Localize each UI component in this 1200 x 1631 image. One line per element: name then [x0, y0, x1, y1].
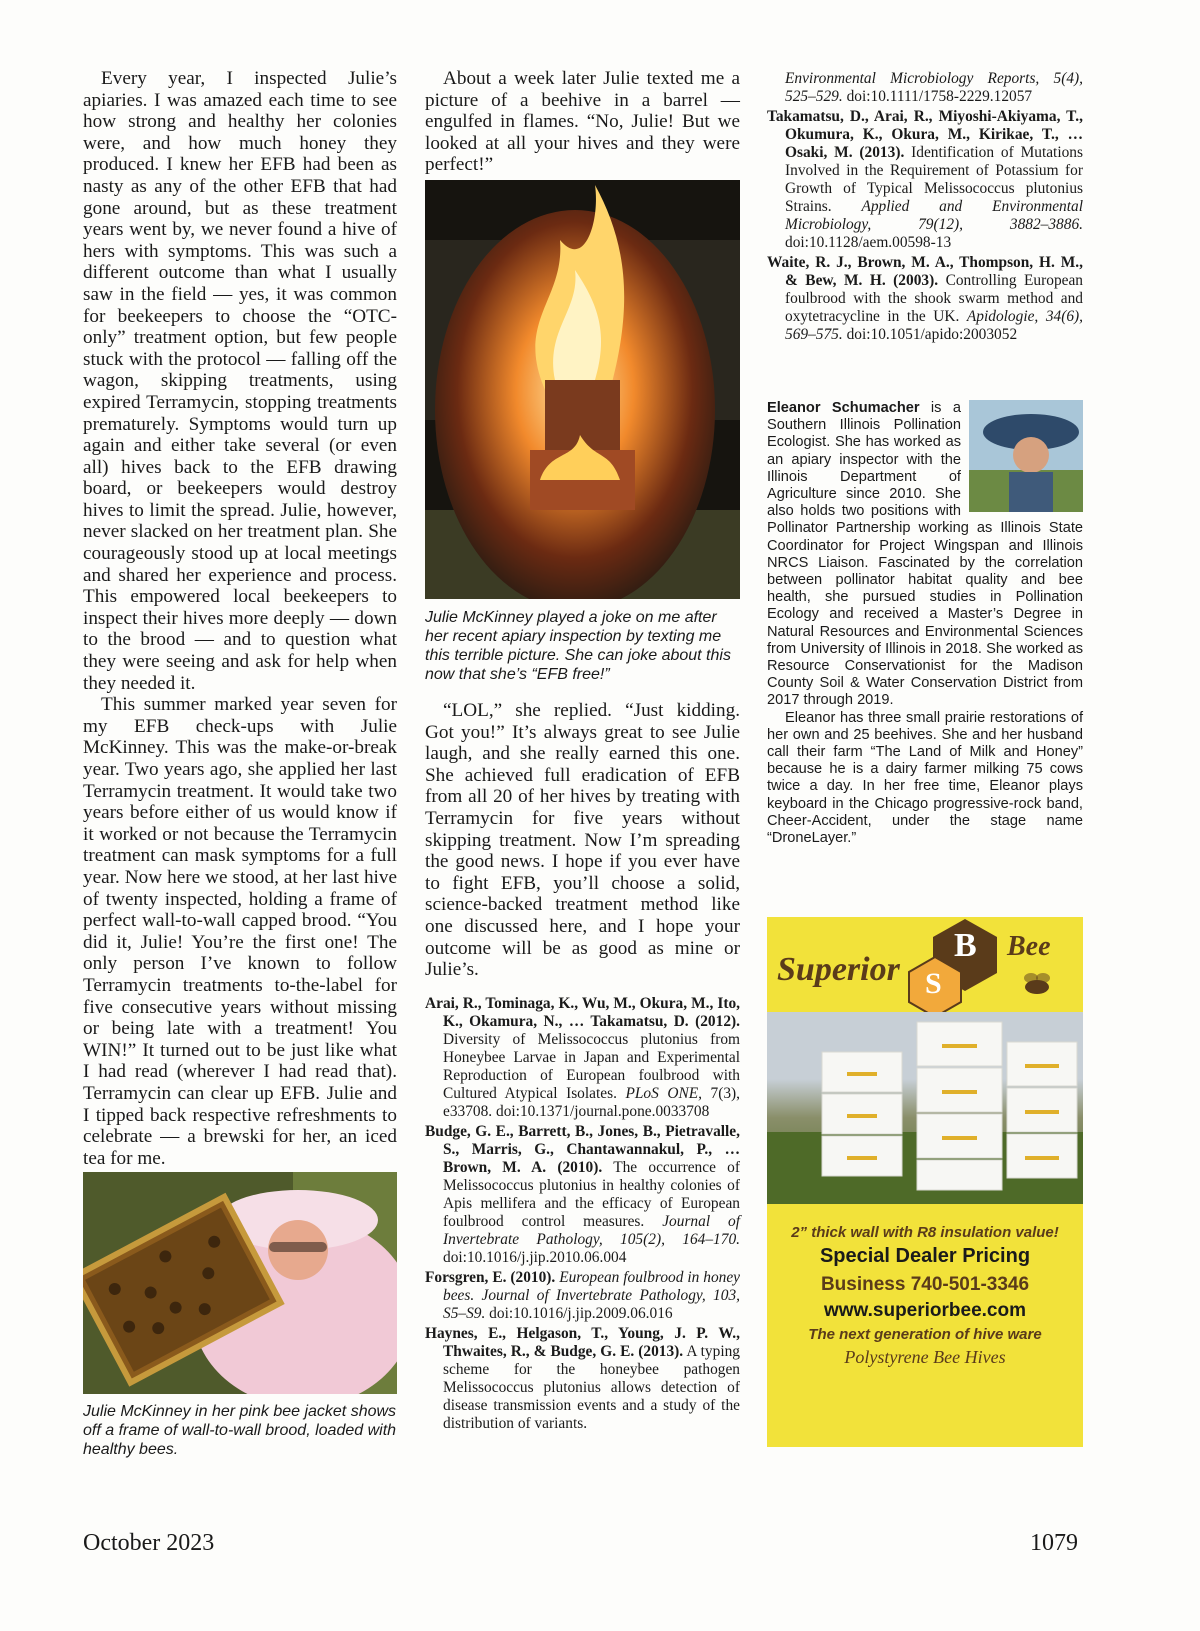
hive-stacks-illustration [767, 1012, 1083, 1204]
ad-slogan: The next generation of hive ware [808, 1326, 1042, 1343]
body-paragraph: About a week later Julie texted me a picture of a beehive in a barrel — engulfed in flames. “No, Julie! But we looked at all your hives and they were perfect!” [425, 68, 740, 176]
page-number: 1079 [1030, 1530, 1078, 1556]
column-1 [83, 68, 397, 1169]
author-bio [767, 400, 1083, 847]
ad-pricing: Special Dealer Pricing [819, 1245, 1031, 1267]
ad-phone[interactable]: Business 740-501-3346 [820, 1274, 1030, 1295]
ad-brand-word: Superior [777, 951, 900, 988]
references-list-continued [767, 70, 1083, 346]
ad-hex-letter-b: B [954, 927, 977, 964]
reference-entry: Haynes, E., Helgason, T., Young, J. P. W., Thwaites, R., & Budge, G. E. (2013). A typing scheme for the honeybee pathogen Melissococcus plutonius allows detection of disease transmission events and a study of the distribution of variants. [425, 1325, 740, 1432]
author-portrait-illustration [969, 400, 1083, 512]
bio-paragraph: Eleanor Schumacher is a Southern Illinois Pollination Ecologist. She has worked as an apiary inspector with the Illinois Department of Agriculture since 2010. She also holds two positions with Pollinator Partnership working as Illinois State Coordinator for Project Wingspan and Illinois NRCS Liaison. Fascinated by the correlation between pollinator habitat quality and bee health, she pursued studies in Pollination Ecology and received a Master’s Degree in Natural Resources and Environmental Sciences from University of Illinois in 2018. She worked as Resource Conservationist for the Madison County Soil & Water Conservation District from 2017 through 2019. [767, 400, 1083, 709]
footer-date: October 2023 [83, 1530, 215, 1556]
bio-paragraph: Eleanor has three small prairie restorations of her own and 25 beehives. She and her husband call their farm “The Land of Milk and Honey” because he is a dairy farmer milking 75 cows twice a day. In her free time, Eleanor plays keyboard in the Chicago progressive-rock band, Cheer-Accident, under the stage name “DroneLayer.” [767, 709, 1083, 847]
reference-entry: Arai, R., Tominaga, K., Wu, M., Okura, M., Ito, K., Okamura, N., … Takamatsu, D. (2012). Diversity of Melissococcus plutonius from Honeybee Larvae in Japan and Experimental Reproduction of European foulbrood with Cultured Atypical Isolates. PLoS ONE, 7(3), e33708. doi:10.1371/journal.pone.0033708 [425, 995, 741, 1120]
reference-entry: Budge, G. E., Barrett, B., Jones, B., Pietravalle, S., Marris, G., Chantawannakul, P., … Brown, M. A. (2010). The occurrence of Melissococcus plutonius in healthy colonies of Apis mellifera and the efficacy of European foulbrood control measures. Journal of Invertebrate Pathology, 105(2), 164–170. doi:10.1016/j.jip.2010.06.004 [425, 1123, 741, 1266]
column-2-bottom [425, 700, 740, 981]
author-photo [969, 400, 1083, 512]
column-2-top [425, 68, 740, 176]
ad-hex-letter-s: S [925, 967, 942, 1000]
body-paragraph: Every year, I inspected Julie’s apiaries. I was amazed each time to see how strong and healthy her colonies were, and how much honey they produced. I knew her EFB had been as nasty as any of the other EFB that had gone around, but as these treatment years went by, we never found a hive of hers with symptoms. This was such a different outcome than what I usually saw in the field — yes, it was common for beekeepers to choose the “OTC-only” treatment option, but few people stuck with the protocol — falling off the wagon, skipping treatments, using expired Terramycin, stopping treatments prematurely. Symptoms would turn up again and either take several (or even all) hives back to the EFB drawing board, or beekeepers would destroy hives to limit the spread. Julie, however, never slacked on her treatment plan. She courageously stood up at local meetings and shared her experience and process. This empowered local beekeepers to inspect their hives more deeply — down to the brood — and to question what they were seeing and ask for help when they needed it. [83, 68, 397, 694]
ad-photo-hives [767, 1012, 1083, 1204]
reference-entry: Takamatsu, D., Arai, R., Miyoshi-Akiyama, T., Okumura, K., Okura, M., Kirikae, T., … Osaki, M. (2013). Identification of Mutations Involved in the Requirement of Potassium for Growth of Typical Melissococcus plutonius Strains. Applied and Environmental Microbiology, 79(12), 3882–3886. doi:10.1128/aem.00598-13 [767, 108, 1083, 251]
ad-tagline: 2” thick wall with R8 insulation value! [791, 1224, 1059, 1241]
ad-product: Polystyrene Bee Hives [844, 1347, 1006, 1367]
references-list [425, 995, 740, 1435]
ad-url-link[interactable]: www.superiorbee.com [823, 1300, 1026, 1321]
bee-icon [1017, 969, 1057, 999]
photo-caption-julie-brood: Julie McKinney in her pink bee jacket shows off a frame of wall-to-wall brood, loaded with healthy bees. [83, 1403, 397, 1458]
photo-julie-brood-frame [83, 1172, 397, 1394]
ad-brand-bee: Bee [1007, 931, 1051, 962]
author-name: Eleanor Schumacher [767, 400, 920, 416]
reference-continuation: Environmental Microbiology Reports, 5(4), 525–529. doi:10.1111/1758-2229.12057 [785, 70, 1083, 105]
reference-entry: Waite, R. J., Brown, M. A., Thompson, H. M., & Bew, M. H. (2003). Controlling European foulbrood with the shook swarm method and oxytetracycline in the UK. Apidologie, 34(6), 569–575. doi:10.1051/apido:2003052 [767, 254, 1084, 343]
reference-entry: Forsgren, E. (2010). European foulbrood in honey bees. Journal of Invertebrate Pathology, 103, S5–S9. doi:10.1016/j.jip.2009.06.016 [425, 1269, 740, 1322]
ad-header [767, 917, 1083, 1012]
fire-illustration [425, 180, 740, 599]
body-paragraph: “LOL,” she replied. “Just kidding. Got you!” It’s always great to see Julie laugh, and she really earned this one. She achieved full eradication of EFB from all 20 of her hives by treating with Terramycin for five years without skipping treatment. Now I’m spreading the good news. I hope if you ever have to fight EFB, you’ll choose a solid, science-backed treatment method like one discussed here, and I hope your outcome will be as good as mine or Julie’s. [425, 700, 740, 981]
brood-frame-illustration [83, 1172, 397, 1394]
photo-burning-hive-barrel [425, 180, 740, 599]
advertisement-superior-bee[interactable] [767, 917, 1083, 1447]
ad-text-block [767, 1204, 1083, 1368]
photo-caption-burning-hive: Julie McKinney played a joke on me after her recent apiary inspection by texting me this terrible picture. She can joke about this now that she’s “EFB free!” [425, 609, 731, 683]
body-paragraph: This summer marked year seven for my EFB check-ups with Julie McKinney. This was the make-or-break year. Two years ago, she applied her last Terramycin treatment. It would take two years before either of us would know if it worked or not because the Terramycin treatment can mask symptoms for a full year. Now here we stood, at her last hive of twenty inspected, holding a frame of perfect wall-to-wall capped brood. “You did it, Julie! You’re the first one! The only person I’ve known to follow Terramycin treatments to-the-label for five consecutive years without missing or being late with a treatment! You WIN!” It turned out to be just like what I had read (wherever I had read that). Terramycin can clear up EFB. Julie and I tipped back respective refreshments to celebrate — a brewski for her, an iced tea for me. [83, 694, 397, 1169]
